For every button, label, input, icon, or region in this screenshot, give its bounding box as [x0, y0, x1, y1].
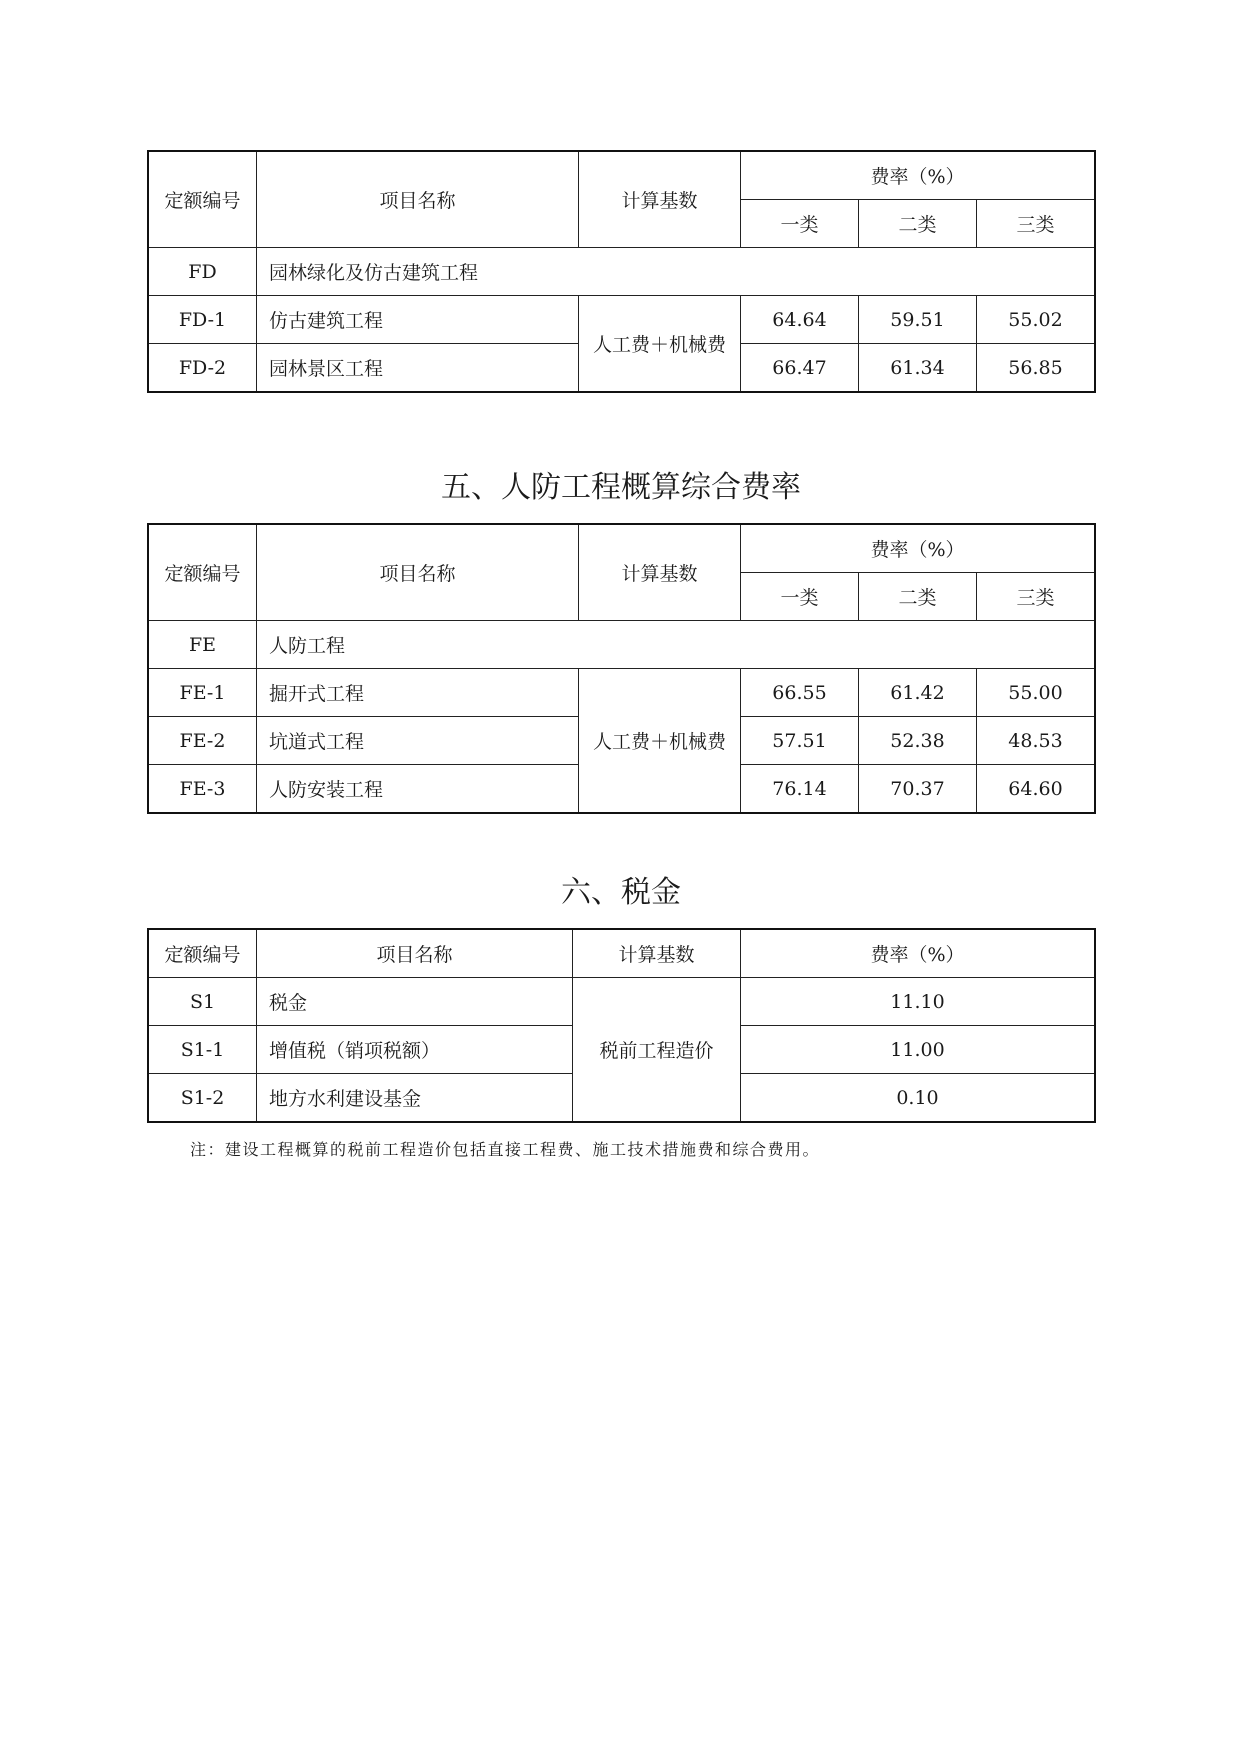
header-rate: 费率（%） [741, 152, 1095, 200]
row-class2: 59.51 [859, 296, 977, 344]
row-rate: 11.00 [741, 1026, 1095, 1074]
row-base: 人工费＋机械费 [579, 296, 741, 392]
row-base: 税前工程造价 [573, 978, 741, 1122]
row-class1: 57.51 [741, 717, 859, 765]
header-class2: 二类 [859, 573, 977, 621]
header-class3: 三类 [977, 573, 1095, 621]
header-code: 定额编号 [149, 930, 257, 978]
row-class1: 66.55 [741, 669, 859, 717]
row-name: 园林景区工程 [257, 344, 579, 392]
row-code: FE-1 [149, 669, 257, 717]
row-base: 人工费＋机械费 [579, 669, 741, 813]
table-fd [148, 151, 1095, 392]
footnote: 注：建设工程概算的税前工程造价包括直接工程费、施工技术措施费和综合费用。 [190, 1140, 821, 1159]
header-class2: 二类 [859, 200, 977, 248]
row-code: FE-3 [149, 765, 257, 813]
header-rate: 费率（%） [741, 525, 1095, 573]
row-class1: 64.64 [741, 296, 859, 344]
row-class3: 55.00 [977, 669, 1095, 717]
row-class1: 66.47 [741, 344, 859, 392]
row-class3: 55.02 [977, 296, 1095, 344]
group-code: FE [149, 621, 257, 669]
row-rate: 11.10 [741, 978, 1095, 1026]
section5-title: 五、人防工程概算综合费率 [441, 470, 801, 505]
header-name: 项目名称 [257, 152, 579, 248]
row-name: 增值税（销项税额） [257, 1026, 573, 1074]
group-name: 园林绿化及仿古建筑工程 [257, 248, 1095, 296]
header-code: 定额编号 [149, 152, 257, 248]
header-name: 项目名称 [257, 930, 573, 978]
header-rate: 费率（%） [741, 930, 1095, 978]
row-name: 坑道式工程 [257, 717, 579, 765]
row-class3: 56.85 [977, 344, 1095, 392]
row-rate: 0.10 [741, 1074, 1095, 1122]
header-class3: 三类 [977, 200, 1095, 248]
row-name: 人防安装工程 [257, 765, 579, 813]
row-class2: 61.42 [859, 669, 977, 717]
header-base: 计算基数 [579, 152, 741, 248]
row-class1: 76.14 [741, 765, 859, 813]
row-class3: 64.60 [977, 765, 1095, 813]
row-name: 税金 [257, 978, 573, 1026]
table-row [149, 296, 1095, 344]
row-name: 掘开式工程 [257, 669, 579, 717]
row-code: FD-2 [149, 344, 257, 392]
row-code: S1 [149, 978, 257, 1026]
row-code: FD-1 [149, 296, 257, 344]
row-code: S1-2 [149, 1074, 257, 1122]
table-row [149, 669, 1095, 717]
row-code: FE-2 [149, 717, 257, 765]
row-class2: 61.34 [859, 344, 977, 392]
group-name: 人防工程 [257, 621, 1095, 669]
row-class2: 70.37 [859, 765, 977, 813]
header-code: 定额编号 [149, 525, 257, 621]
header-base: 计算基数 [573, 930, 741, 978]
table-fe [148, 524, 1095, 813]
section6-title: 六、税金 [561, 875, 681, 910]
row-name: 仿古建筑工程 [257, 296, 579, 344]
row-class3: 48.53 [977, 717, 1095, 765]
row-class2: 52.38 [859, 717, 977, 765]
group-code: FD [149, 248, 257, 296]
header-class1: 一类 [741, 200, 859, 248]
row-name: 地方水利建设基金 [257, 1074, 573, 1122]
header-base: 计算基数 [579, 525, 741, 621]
header-name: 项目名称 [257, 525, 579, 621]
table-row [149, 978, 1095, 1026]
row-code: S1-1 [149, 1026, 257, 1074]
header-class1: 一类 [741, 573, 859, 621]
table-tax [148, 929, 1095, 1122]
